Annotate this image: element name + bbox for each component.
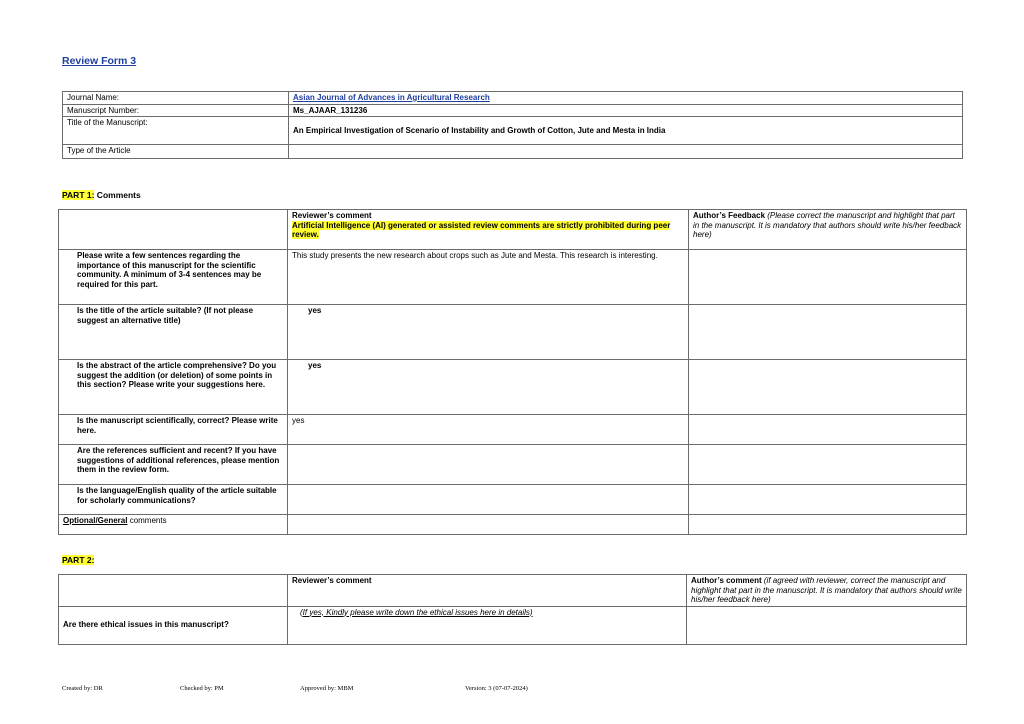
part1-reviewer-header [288, 210, 689, 250]
footer-version: Version: 3 (07-07-2024) [465, 685, 528, 692]
article-type-value [289, 145, 963, 159]
optional-comments-answer[interactable] [288, 515, 689, 535]
question-abstract: Is the abstract of the article comprehensive? Do you suggest the addition (or deletion) of some points in this section? Please write your suggestions here. [59, 360, 288, 415]
ethical-issues-feedback[interactable] [687, 606, 967, 644]
footer-approved-by: Approved by: MBM [300, 685, 354, 692]
footer-created-by: Created by: DR [62, 685, 103, 692]
question-language: Is the language/English quality of the article suitable for scholarly communications? [59, 485, 288, 515]
optional-comments-feedback[interactable] [689, 515, 967, 535]
author-feedback-importance[interactable] [689, 250, 967, 305]
journal-label: Journal Name: [63, 92, 289, 105]
manuscript-title: An Empirical Investigation of Scenario of Instability and Growth of Cotton, Jute and Mesta in India [289, 117, 963, 145]
manuscript-number: Ms_AJAAR_131236 [289, 104, 963, 117]
part1-author-header [689, 210, 967, 250]
part1-heading-rest: Comments [94, 190, 141, 200]
part2-blank-header [59, 575, 288, 607]
answer-title[interactable]: yes [288, 305, 689, 360]
part2-heading [62, 555, 94, 565]
ai-notice: Artificial Intelligence (AI) generated or assisted review comments are strictly prohibited during peer review. [292, 220, 671, 239]
part2-author-header [687, 575, 967, 607]
part1-heading [62, 190, 141, 200]
author-feedback-abstract[interactable] [689, 360, 967, 415]
journal-name[interactable]: Asian Journal of Advances in Agricultural Research [293, 93, 490, 102]
part1-comments-table [58, 209, 967, 535]
author-feedback-instructions: (Please correct the manuscript and highlight that part in the manuscript. It is mandatory that authors should write his/her feedback here) [693, 211, 962, 239]
answer-abstract[interactable]: yes [288, 360, 689, 415]
question-title: Is the title of the article suitable? (If not please suggest an alternative title) [59, 305, 288, 360]
part2-reviewer-header: Reviewer’s comment [288, 575, 687, 607]
ethical-issues-answer[interactable] [288, 606, 687, 644]
question-scientific: Is the manuscript scientifically, correct? Please write here. [59, 415, 288, 445]
article-type-label: Type of the Article [63, 145, 289, 159]
answer-importance[interactable]: This study presents the new research about crops such as Jute and Mesta. This research is interesting. [288, 250, 689, 305]
optional-comments-label [59, 515, 288, 535]
form-title: Review Form 3 [62, 55, 137, 67]
optional-label: Optional [63, 516, 96, 525]
author-feedback-references[interactable] [689, 445, 967, 485]
title-label: Title of the Manuscript: [63, 117, 289, 145]
answer-references[interactable] [288, 445, 689, 485]
question-references: Are the references sufficient and recent? If you have suggestions of additional references, please mention them in the review form. [59, 445, 288, 485]
manuscript-info-table [62, 91, 963, 159]
question-importance: Please write a few sentences regarding the importance of this manuscript for the scientific community. A minimum of 3-4 sentences may be required for this part. [59, 250, 288, 305]
footer-checked-by: Checked by: PM [180, 685, 224, 692]
author-feedback-header: Author’s Feedback [693, 211, 766, 220]
answer-language[interactable] [288, 485, 689, 515]
comments-label: comments [127, 516, 167, 525]
part2-label: PART 2: [62, 555, 95, 565]
author-feedback-title[interactable] [689, 305, 967, 360]
part1-blank-header [59, 210, 288, 250]
author-feedback-scientific[interactable] [689, 415, 967, 445]
reviewer-comment-header: Reviewer’s comment [292, 211, 372, 220]
ethical-issues-question: Are there ethical issues in this manuscript? [59, 606, 288, 644]
general-label: /General [95, 516, 128, 525]
author-comment-header: Author’s comment [691, 576, 762, 585]
author-feedback-language[interactable] [689, 485, 967, 515]
journal-name-link[interactable] [289, 92, 963, 105]
author-comment-instructions: (if agreed with reviewer, correct the manuscript and highlight that part in the manuscript. It is mandatory that authors should write his/her feedback here) [691, 576, 962, 604]
ethical-issues-hint: (If yes, Kindly please write down the ethical issues here in details) [300, 607, 533, 617]
answer-scientific[interactable]: yes [288, 415, 689, 445]
manuscript-number-label: Manuscript Number: [63, 104, 289, 117]
part1-label: PART 1: [62, 190, 95, 200]
part2-ethics-table [58, 574, 967, 645]
